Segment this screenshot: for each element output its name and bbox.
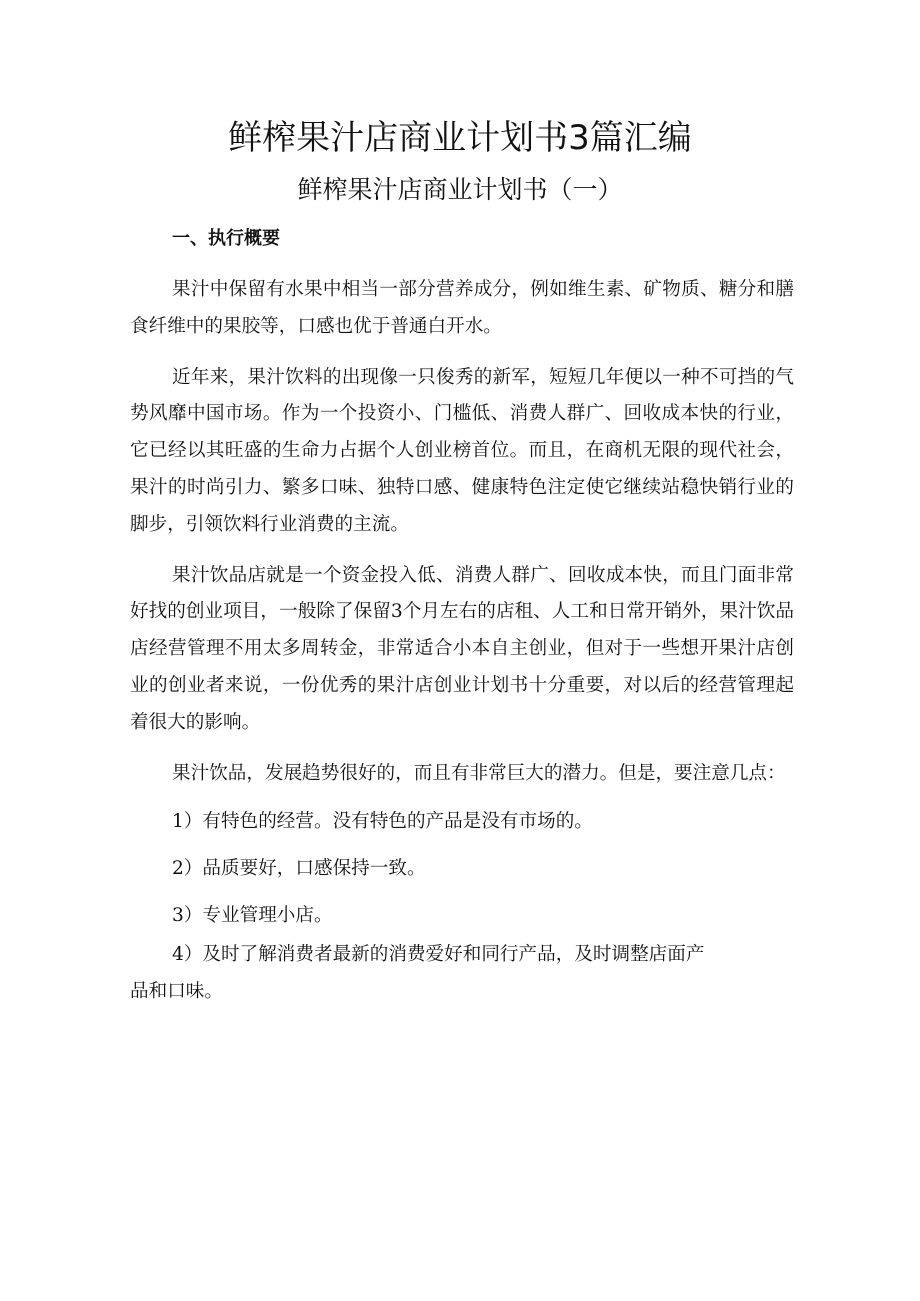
document-subtitle: 鲜榨果汁店商业计划书（一）: [297, 175, 623, 204]
list-item-4: 4）及时了解消费者最新的消费爱好和同行产品，及时调整店面产: [172, 943, 705, 965]
list-item-2: 2）品质要好，口感保持一致。: [172, 858, 426, 880]
paragraph-2: 近年来，果汁饮料的出现像一只俊秀的新军，短短几年便以一种不可挡的气势风靡中国市场。作为一个投资小、门槛低、消费人群广、回收成本快的行业，它已经以其旺盛的生命力占据个人创业榜首位。而且，在商机无限的现代社会，果汁的时尚引力、繁多口味、独特口感、健康特色注定使它继续站稳快销行业的脚步，引领饮料行业消费的主流。: [130, 366, 794, 535]
list-item-3: 3）专业管理小店。: [172, 904, 333, 926]
paragraph-1: 果汁中保留有水果中相当一部分营养成分，例如维生素、矿物质、糖分和膳食纤维中的果胶等，口感也优于普通白开水。: [130, 279, 794, 337]
list-item-4-continuation: 品和口味。: [130, 980, 223, 1002]
section-heading: 一、执行概要: [172, 228, 280, 249]
document-body: [130, 220, 794, 1010]
paragraph-4: 果汁饮品，发展趋势很好的，而且有非常巨大的潜力。但是，要注意几点：: [172, 762, 786, 784]
document-title: 鲜榨果汁店商业计划书3篇汇编: [228, 118, 692, 158]
list-item-1: 1）有特色的经营。没有特色的产品是没有市场的。: [172, 811, 593, 833]
paragraph-3: 果汁饮品店就是一个资金投入低、消费人群广、回收成本快，而且门面非常好找的创业项目，一般除了保留3个月左右的店租、人工和日常开销外，果汁饮品店经营管理不用太多周转金，非常适合小本自主创业，但对于一些想开果汁店创业的创业者来说，一份优秀的果汁店创业计划书十分重要，对以后的经营管理起着很大的影响。: [130, 564, 794, 733]
